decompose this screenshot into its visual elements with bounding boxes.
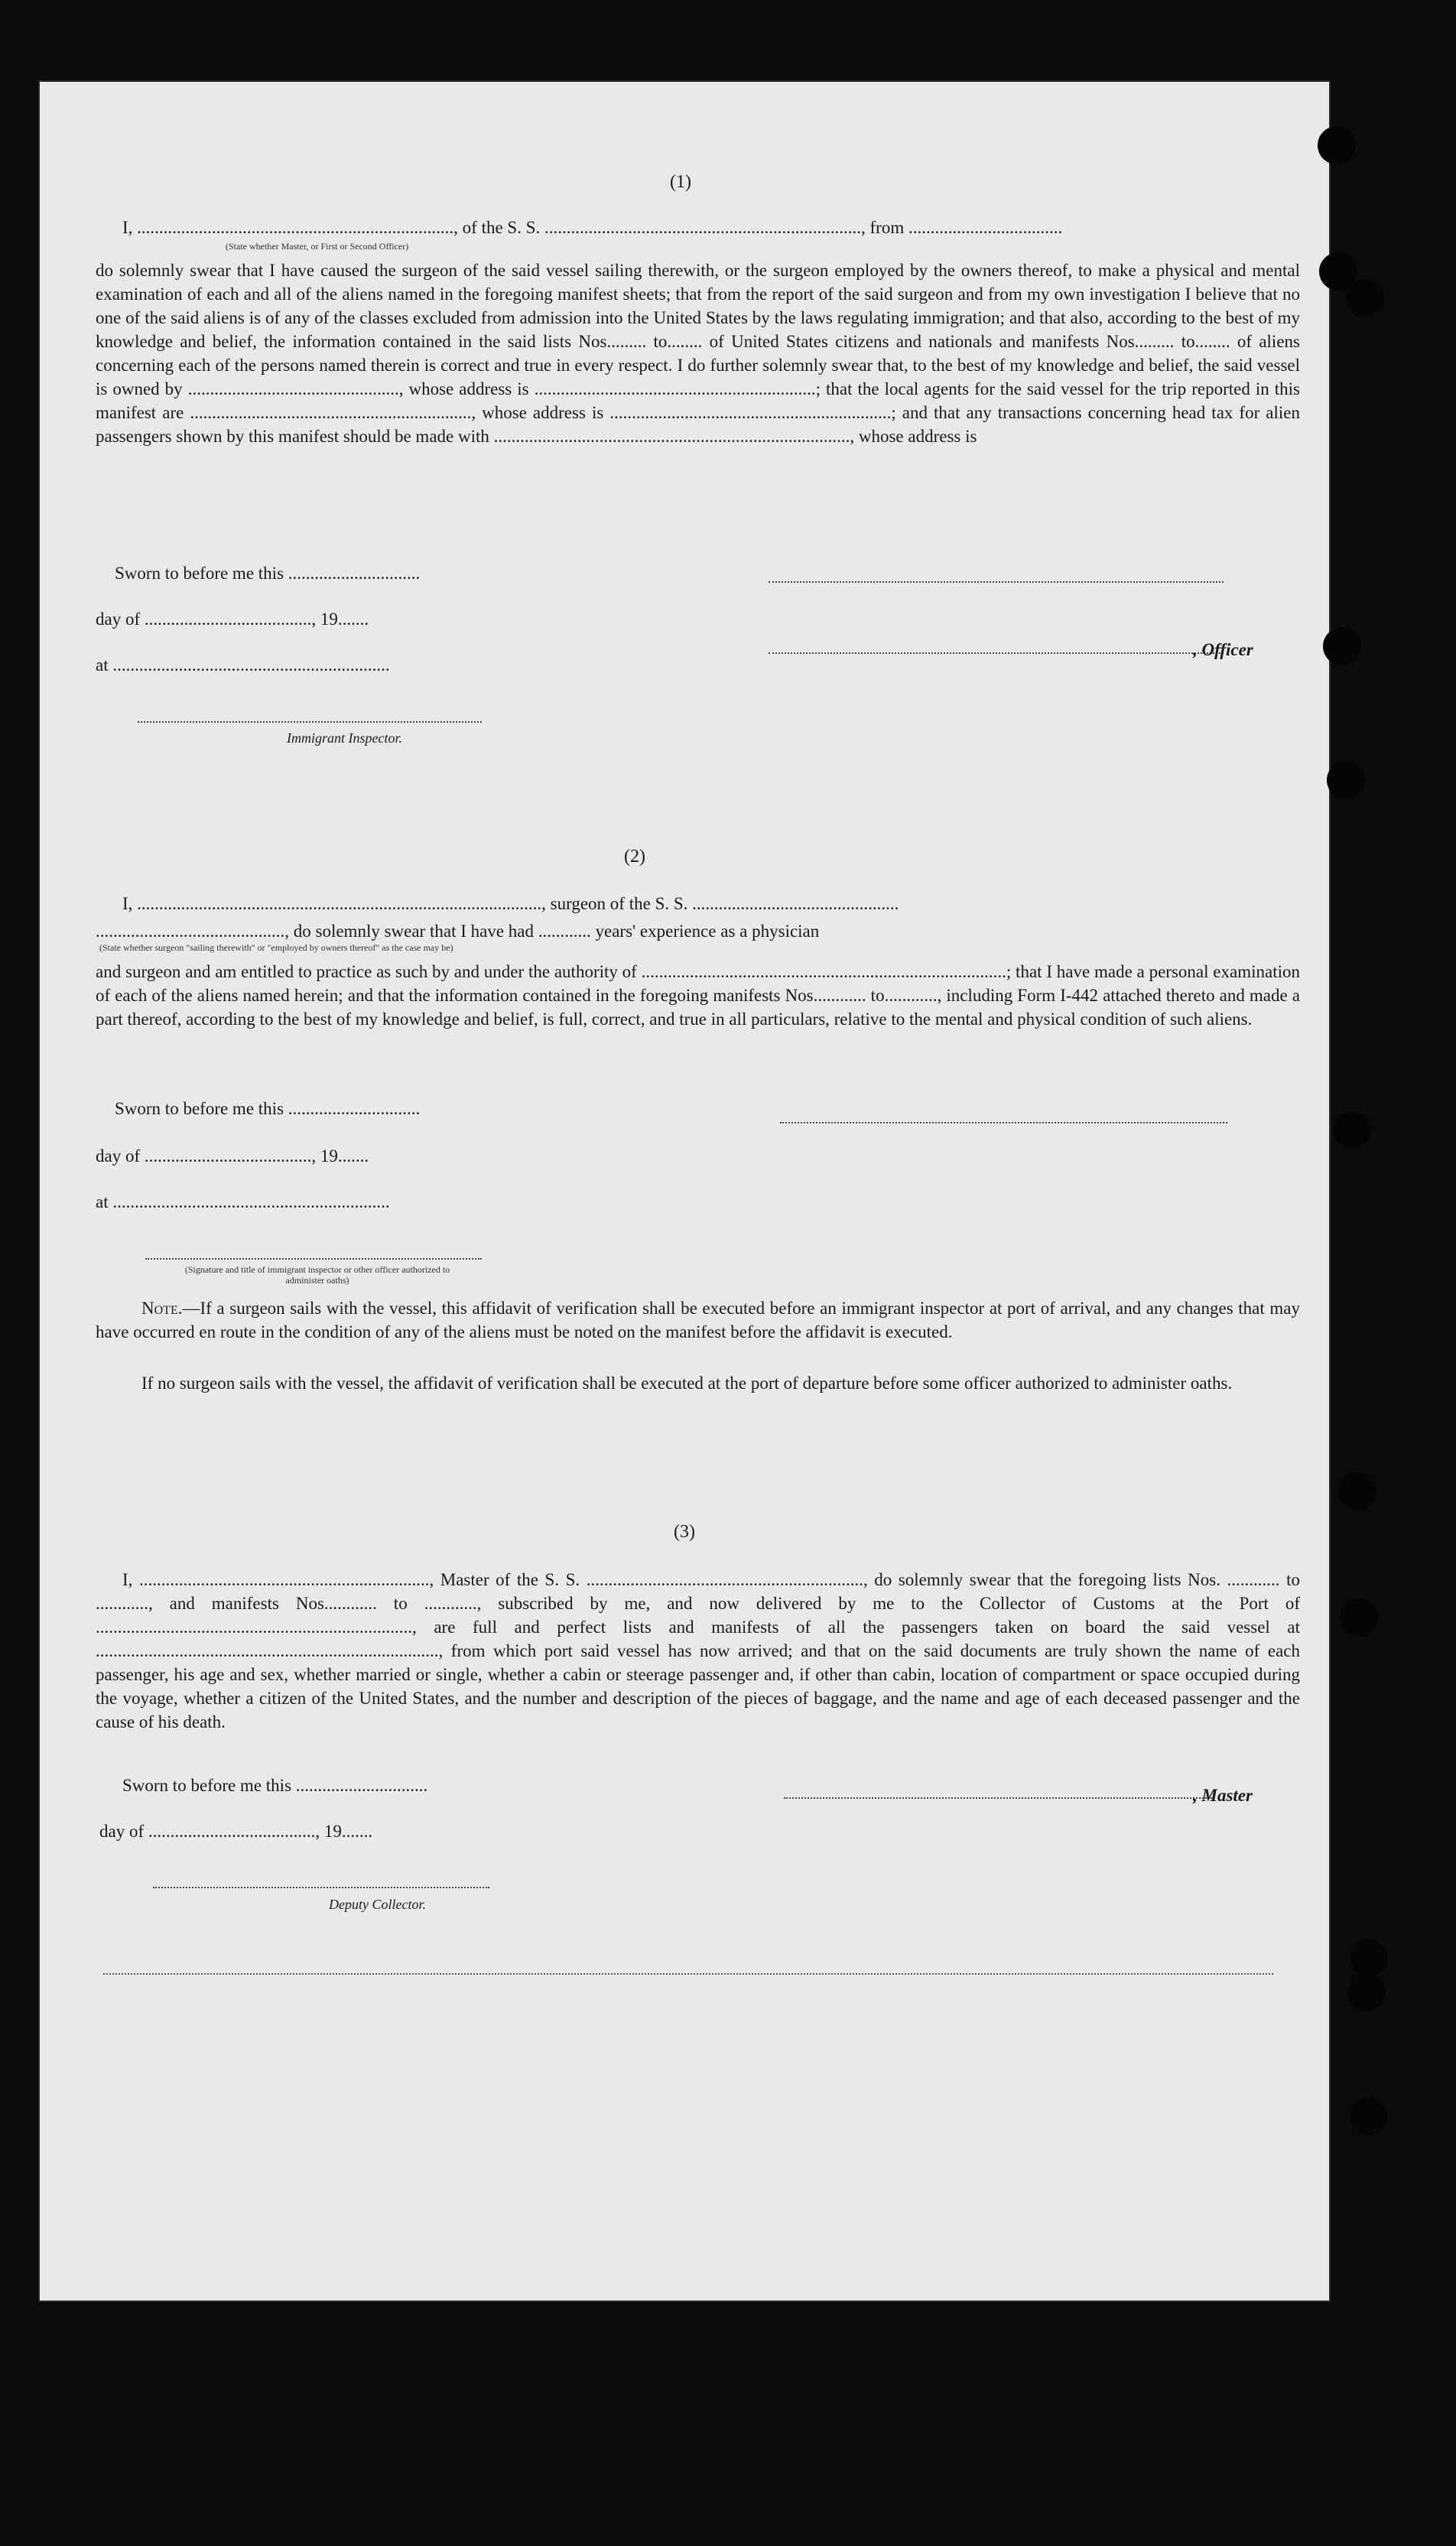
section-2-surgeon-line: I, ............................................................................................, surgeon of the S. S. ............................................... bbox=[122, 894, 899, 913]
section-3-day-line: day of ......................................, 19....... bbox=[99, 1822, 373, 1841]
master-label: , Master bbox=[1193, 1786, 1253, 1805]
section-1-number: (1) bbox=[670, 172, 691, 192]
section-2-sworn-line: Sworn to before me this .............................. bbox=[115, 1099, 421, 1118]
section-1-officer-line: I, ........................................................................, of the S. S. ........................................................................, from ................................... bbox=[122, 218, 1063, 237]
section-2-at-line: at ............................................................... bbox=[96, 1192, 390, 1211]
punch-hole bbox=[1350, 2097, 1388, 2135]
master-signature-line bbox=[784, 1797, 1212, 1799]
punch-hole bbox=[1346, 279, 1384, 317]
punch-hole bbox=[1338, 1472, 1376, 1510]
collector-signature-line bbox=[153, 1887, 489, 1888]
officer-signature-line-1 bbox=[769, 581, 1224, 583]
section-1-sworn-line: Sworn to before me this .............................. bbox=[115, 564, 421, 583]
surgeon-signature-line bbox=[780, 1122, 1227, 1123]
surgeon-note: Note.—If a surgeon sails with the vessel, this affidavit of verification shall be executed before an immigrant inspector at port of arrival, and any changes that may have occurred en route in the condition of any of the aliens must be noted on the manifest before the affidavit is executed. bbox=[96, 1299, 1300, 1341]
punch-hole bbox=[1350, 1939, 1388, 1977]
immigrant-inspector-label: Immigrant Inspector. bbox=[287, 730, 402, 746]
punch-hole bbox=[1323, 627, 1361, 665]
punch-hole bbox=[1318, 126, 1356, 164]
no-surgeon-note: If no surgeon sails with the vessel, the affidavit of verification shall be executed at the port of departure before some officer authorized to administer oaths. bbox=[141, 1374, 1233, 1393]
section-3-sworn-line: Sworn to before me this .............................. bbox=[122, 1776, 428, 1795]
section-2-official-signature-line bbox=[145, 1258, 482, 1260]
punch-hole bbox=[1340, 1598, 1378, 1637]
surgeon-caption: (State whether surgeon "sailing therewith" or "employed by owners thereof" as the case may be) bbox=[99, 942, 453, 953]
section-2-oath-text: and surgeon and am entitled to practice as such by and under the authority of ...................................................................................; that I have made a personal examination of each of the aliens named herein; and that the information contained in the foregoing manifests Nos............ to............, including Form I-442 attached thereto and made a part thereof, according to the best of my knowledge and belief, is full, correct, and true in all particulars, relative to the mental and physical condition of such aliens. bbox=[96, 962, 1300, 1029]
section-1-oath-text: do solemnly swear that I have caused the surgeon of the said vessel sailing therewith, or the surgeon employed by the owners thereof, to make a physical and mental examination of each and all of the aliens named in the foregoing manifest sheets; that from the report of the said surgeon and from my own investigation I believe that no one of the said aliens is of any of the classes excluded from admission into the United States by the laws regulating immigration; and that also, according to the best of my knowledge and belief, the information contained in the said lists Nos......... to........ of United States citizens and nationals and manifests Nos......... to........ of aliens concerning each of the persons named therein is correct and true in every respect. I do further solemnly swear that, to the best of my knowledge and belief, the said vessel is owned by ................................................, whose address is ................................................................; that the local agents for the said vessel for the trip reported in this manifest are ................................................................, whose address is ................................................................; and that any transactions concerning head tax for alien passengers shown by this manifest should be made with ................................................................................., whose address is bbox=[96, 261, 1300, 446]
manifest-page bbox=[38, 80, 1331, 2302]
officer-caption: (State whether Master, or First or Second Officer) bbox=[226, 241, 409, 252]
punch-hole bbox=[1347, 1973, 1386, 2011]
officer-signature-line-2 bbox=[769, 652, 1224, 654]
signature-title-caption: (Signature and title of immigrant inspector or other officer authorized to administer oaths) bbox=[184, 1264, 450, 1286]
section-2-number: (2) bbox=[624, 847, 645, 867]
punch-hole bbox=[1333, 1111, 1371, 1149]
section-3-number: (3) bbox=[674, 1522, 695, 1542]
section-2-day-line: day of ......................................, 19....... bbox=[96, 1146, 369, 1166]
deputy-collector-label: Deputy Collector. bbox=[329, 1897, 426, 1912]
section-2-experience-line: ..........................................., do solemnly swear that I have had ............ years' experience as a physician bbox=[96, 922, 820, 941]
inspector-signature-line bbox=[138, 721, 482, 723]
section-3-oath-text: I, .................................................................., Master of the S. S. ..............................................................., do solemnly swear that the foregoing lists Nos. ............ to ............, and manifests Nos............ to ............, subscribed by me, and now delivered by me to the Collector of Customs at the Port of ........................................................................, are full and perfect lists and manifests of all the passengers taken on board the said vessel at .............................................................................., from which port said vessel has now arrived; and that on the said documents are truly shown the name of each passenger, his age and sex, whether married or single, whether a cabin or steerage passenger and, if other than cabin, location of compartment or space occupied during the voyage, whether a citizen of the United States, and the number and description of the pieces of baggage, and the name and age of each deceased passenger and the cause of his death. bbox=[96, 1570, 1300, 1731]
bottom-divider bbox=[103, 1973, 1273, 1975]
punch-hole bbox=[1327, 761, 1365, 799]
section-1-day-line: day of ......................................, 19....... bbox=[96, 610, 369, 629]
officer-label: , Officer bbox=[1193, 640, 1253, 659]
section-1-at-line: at ............................................................... bbox=[96, 655, 390, 675]
